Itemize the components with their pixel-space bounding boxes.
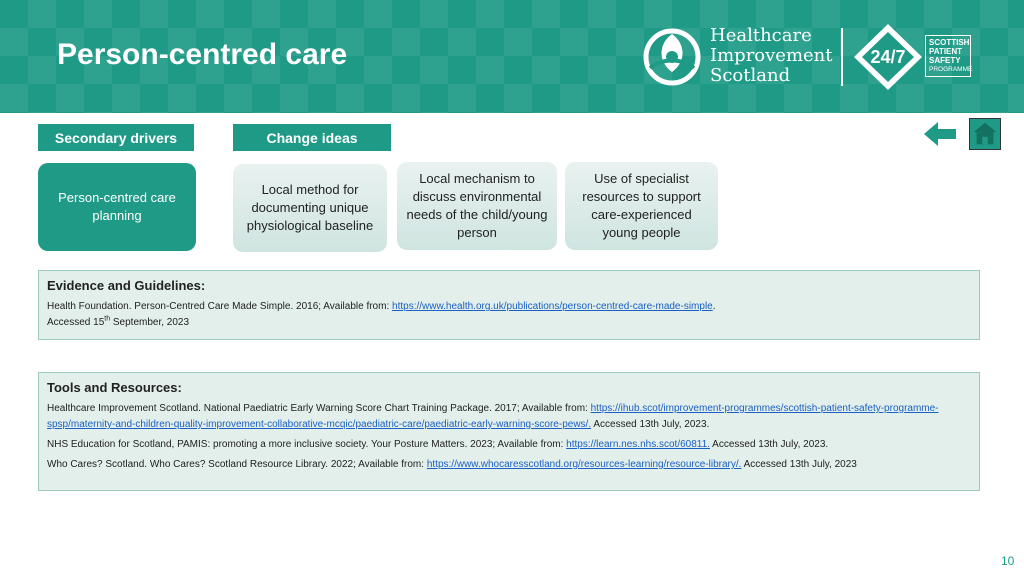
back-arrow-icon[interactable] (922, 118, 958, 150)
tools-panel (38, 372, 980, 491)
his-wordmark (710, 26, 833, 86)
logo-line: Scotland (710, 65, 791, 86)
driver-person-centred-care-planning[interactable]: Person-centred care planning (38, 163, 196, 251)
tools-heading: Tools and Resources: (47, 380, 182, 395)
programme-line: PROGRAMME (929, 66, 973, 73)
evidence-ref (47, 299, 971, 331)
change-ideas-header: Change ideas (233, 124, 391, 151)
his-knot-icon (642, 28, 702, 86)
ref-accessed: Accessed 13th July, 2023. (591, 419, 710, 430)
spsp-programme-label (925, 35, 971, 77)
programme-line: PATIENT (929, 47, 963, 56)
secondary-drivers-header: Secondary drivers (38, 124, 194, 151)
ref-link[interactable]: https://www.whocaresscotland.org/resources-learning/resource-library/. (426, 459, 742, 470)
home-button[interactable] (969, 118, 1001, 150)
badge-number: 24/7 (870, 47, 906, 67)
ref-text: NHS Education for Scotland, PAMIS: promoting a more inclusive society. Your Posture Matters. 2023; Available from: (47, 439, 567, 450)
change-idea-baseline[interactable]: Local method for documenting unique physiological baseline (233, 164, 387, 252)
ref-text: Healthcare Improvement Scotland. National Paediatric Early Warning Score Chart Training Package. 2017; Available from: (47, 403, 591, 414)
home-icon (970, 119, 1000, 149)
ref-accessed: Accessed 13th July, 2023. (709, 439, 829, 450)
programme-line: SCOTTISH (929, 38, 970, 47)
ref-link[interactable]: https://www.health.org.uk/publications/person-centred-care-made-simple (392, 301, 713, 312)
ref-link[interactable]: https://learn.nes.nhs.scot/60811. (566, 439, 710, 450)
ref-accessed: Accessed 13th July, 2023 (741, 459, 857, 470)
logo-line: Healthcare (710, 25, 812, 46)
evidence-panel (38, 270, 980, 340)
ref-link[interactable]: https://ihub.scot/improvement-programmes/scottish-patient-safety-programme-spsp/maternity-and-children-quality-improvement-collaborative-mcqic/paediatric-care/paediatric-early-warning-score-pews/. (47, 403, 939, 430)
header-banner (0, 0, 1024, 113)
tools-ref (47, 437, 971, 453)
healthcare-improvement-scotland-logo (642, 26, 834, 90)
ref-accessed-sup: th (104, 315, 111, 323)
ref-link-end: . (712, 301, 716, 312)
page-title: Person-centred care (57, 38, 348, 71)
ref-text: Health Foundation. Person-Centred Care Made Simple. 2016; Available from: (47, 301, 393, 312)
ref-accessed-rest: September, 2023 (110, 317, 190, 328)
ref-text: Who Cares? Scotland. Who Cares? Scotland Resource Library. 2022; Available from: (47, 459, 427, 470)
ref-accessed: Accessed 15 (47, 317, 105, 328)
programme-line: SAFETY (929, 56, 961, 65)
logo-divider (841, 28, 843, 86)
tools-ref (47, 401, 971, 433)
every-person-every-time-badge-icon (852, 22, 924, 92)
change-idea-environment[interactable]: Local mechanism to discuss environmental needs of the child/young person (397, 162, 557, 250)
logo-line: Improvement (710, 45, 833, 66)
change-idea-specialist-resources[interactable]: Use of specialist resources to support care-experienced young people (565, 162, 718, 250)
evidence-heading: Evidence and Guidelines: (47, 278, 206, 293)
page-number: 10 (1001, 554, 1015, 568)
tools-ref (47, 457, 971, 473)
